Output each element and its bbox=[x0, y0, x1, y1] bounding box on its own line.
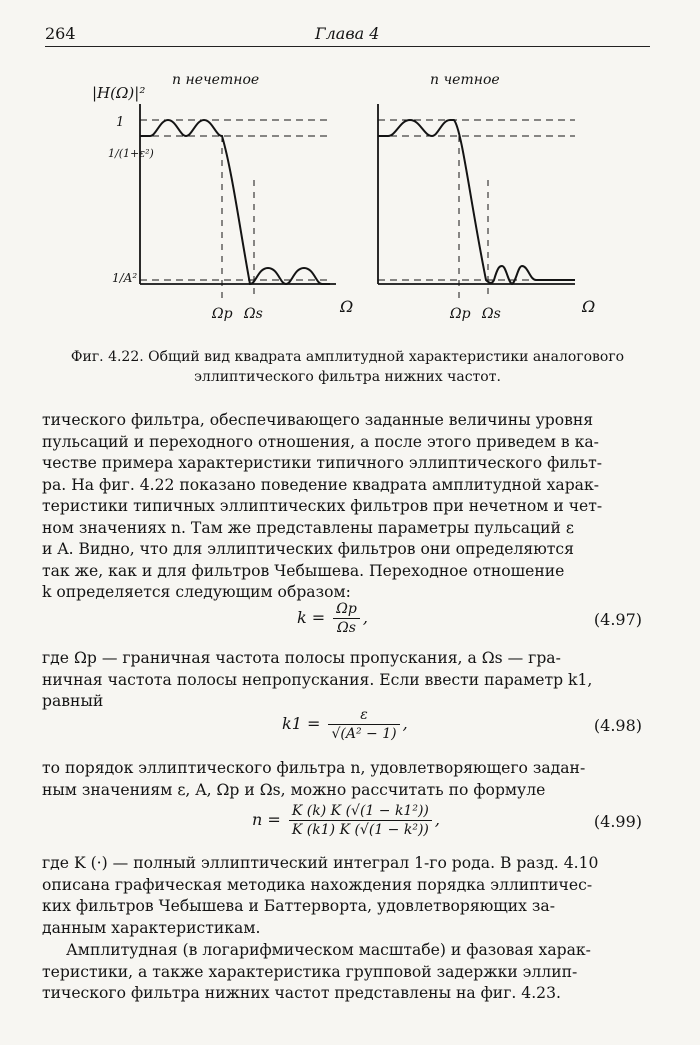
equation-4-99: n = $\frac{\text{K (k) K (√(1 − k1²))}}{\text{K (k1) K (√(1 − k²))}}$ , (4.99) bbox=[252, 803, 642, 838]
text-line: так же, как и для фильтров Чебышева. Переходное отношение bbox=[42, 561, 565, 580]
text-line: тического фильтра нижних частот представлены на фиг. 4.23. bbox=[42, 984, 561, 1002]
plot-title-odd: n нечетное bbox=[172, 72, 260, 88]
text-line: где Ωp — граничная частота полосы пропускания, а Ωs — гра- bbox=[42, 649, 561, 667]
equation-number: (4.97) bbox=[593, 610, 642, 629]
text-line: ра. На фиг. 4.22 показано поведение квадрата амплитудной харак- bbox=[42, 475, 599, 494]
text-line: где K (·) — полный эллиптический интеграл 1-го рода. В разд. 4.10 bbox=[42, 854, 599, 872]
text-line: ном значениях n. Там же представлены параметры пульсаций ε bbox=[42, 518, 574, 537]
eq-numerator: Ωp bbox=[333, 600, 360, 619]
response-curve-odd bbox=[140, 120, 330, 284]
text-line: то порядок эллиптического фильтра n, удовлетворяющего задан- bbox=[42, 759, 586, 777]
text-line: пульсаций и переходного отношения, а после этого приведем в ка- bbox=[42, 432, 599, 451]
text-line: честве примера характеристики типичного эллиптического фильт- bbox=[42, 454, 602, 472]
freq-axis-label-right: Ω bbox=[582, 297, 596, 316]
response-curve-even bbox=[378, 120, 575, 284]
eq-denominator: √(A² − 1) bbox=[331, 726, 397, 742]
eq-numerator: ε bbox=[328, 706, 399, 725]
y-axis-label: |H(Ω)|² bbox=[92, 84, 146, 102]
caption-line: Фиг. 4.22. Общий вид квадрата амплитудной характеристики аналогового bbox=[70, 349, 625, 365]
plot-title-even: n четное bbox=[430, 72, 500, 88]
running-header bbox=[45, 24, 650, 46]
plot-odd-n bbox=[92, 72, 353, 322]
chapter-title: Глава 4 bbox=[315, 24, 380, 43]
text-line: и A. Видно, что для эллиптических фильтров они определяются bbox=[42, 540, 574, 558]
level-stopband-label: 1/A² bbox=[112, 271, 138, 285]
text-line: Амплитудная (в логарифмическом масштабе) и фазовая харак- bbox=[66, 941, 591, 959]
figure-4-22 bbox=[0, 60, 700, 340]
text-line: тического фильтра, обеспечивающего заданные величины уровня bbox=[42, 411, 594, 429]
text-line: k определяется следующим образом: bbox=[42, 583, 351, 601]
page-number: 264 bbox=[45, 24, 76, 43]
equation-4-97: k = $\frac{\Omega p}{\Omega s}$ , (4.97) bbox=[297, 601, 642, 636]
eq-numerator: K (k) K (√(1 − k1²)) bbox=[289, 802, 432, 821]
eq-lhs: k1 = bbox=[282, 714, 321, 733]
omega-p-label-right: Ωp bbox=[450, 306, 471, 322]
equation-number: (4.98) bbox=[593, 716, 642, 735]
eq-denominator: K (k1) K (√(1 − k²)) bbox=[291, 822, 429, 838]
equation-4-98: k1 = $\frac{\varepsilon}{\text{√(A² − 1)}}$ , (4.98) bbox=[282, 707, 642, 742]
paragraph bbox=[42, 758, 650, 801]
paragraph bbox=[42, 940, 650, 1005]
eq-denominator: Ωs bbox=[337, 620, 356, 636]
omega-s-label-right: Ωs bbox=[482, 306, 501, 322]
equation-number: (4.99) bbox=[593, 812, 642, 831]
text-line: теристики типичных эллиптических фильтров при нечетном и чет- bbox=[42, 497, 603, 515]
eq-lhs: n = bbox=[252, 810, 281, 829]
header-rule bbox=[45, 46, 650, 47]
omega-p-label: Ωp bbox=[212, 306, 233, 322]
plot-even-n bbox=[378, 72, 595, 322]
paragraph bbox=[42, 853, 650, 939]
omega-s-label: Ωs bbox=[244, 306, 263, 322]
text-line: описана графическая методика нахождения порядка эллиптичес- bbox=[42, 875, 593, 894]
text-line: равный bbox=[42, 692, 104, 710]
freq-axis-label: Ω bbox=[340, 297, 354, 316]
level-passband-label: 1/(1+ε²) bbox=[108, 147, 154, 160]
figure-caption bbox=[45, 347, 650, 387]
caption-line: эллиптического фильтра нижних частот. bbox=[194, 369, 501, 385]
paragraph bbox=[42, 410, 650, 604]
text-line: данным характеристикам. bbox=[42, 918, 261, 937]
eq-lhs: k = bbox=[297, 608, 326, 627]
paragraph bbox=[42, 648, 650, 713]
text-line: ких фильтров Чебышева и Баттерворта, удовлетворяющих за- bbox=[42, 897, 555, 915]
level-one-label: 1 bbox=[116, 115, 125, 130]
text-line: теристики, а также характеристика групповой задержки эллип- bbox=[42, 962, 578, 981]
text-line: ным значениям ε, A, Ωp и Ωs, можно рассчитать по формуле bbox=[42, 780, 546, 799]
text-line: ничная частота полосы непропускания. Если ввести параметр k1, bbox=[42, 670, 593, 689]
